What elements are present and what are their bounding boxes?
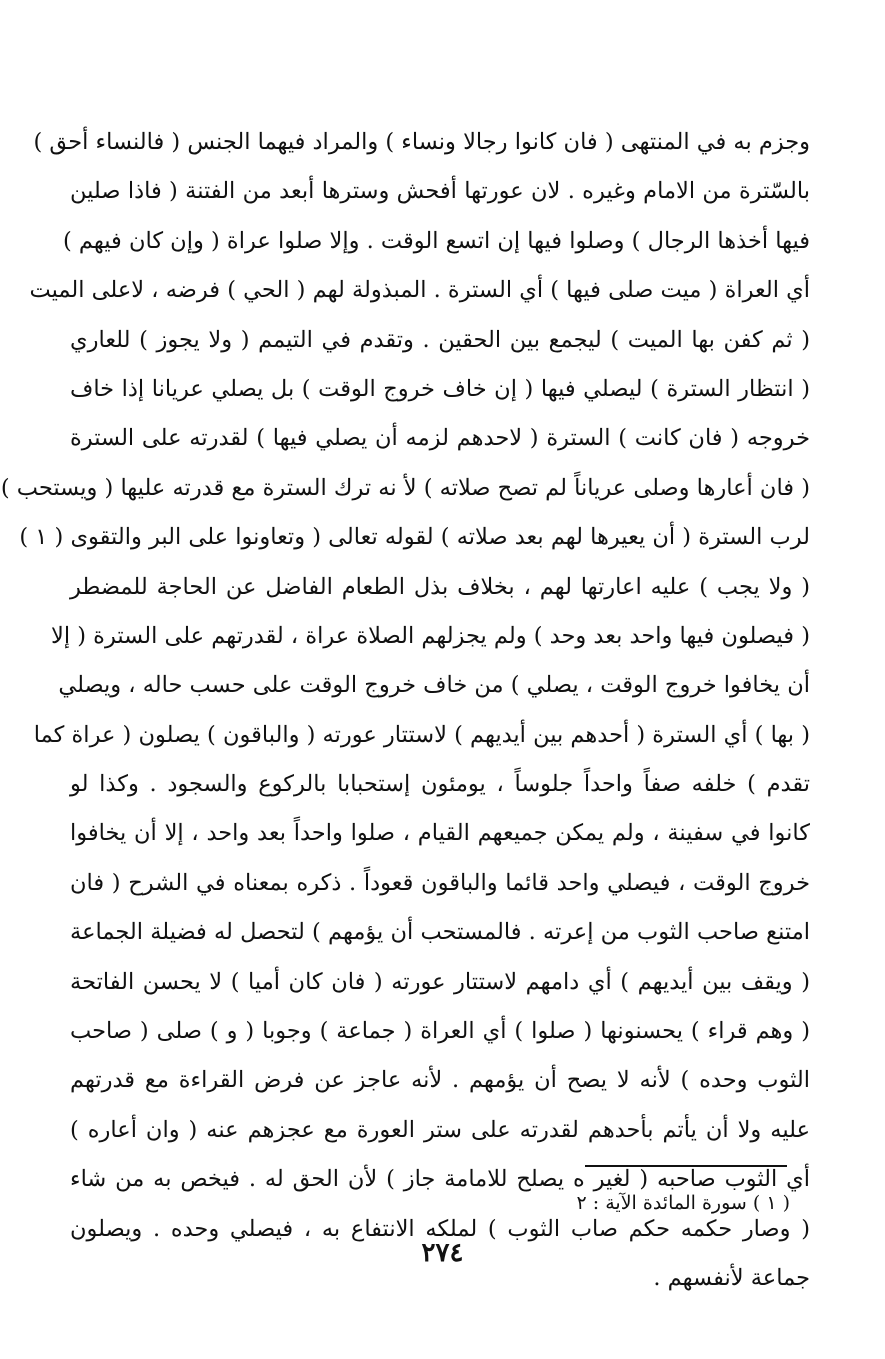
text-line: وجزم به في المنتهى ( فان كانوا رجالا ونساء ) والمراد فيهما الجنس ( فالنساء أحق ) [33, 129, 810, 155]
text-line: بالسّترة من الامام وغيره . لان عورتها أفحش وسترها أبعد من الفتنة ( فاذا صلين [70, 178, 810, 205]
text-line: جماعة لأنفسهم . [653, 1264, 810, 1291]
text-line: أي العراة ( ميت صلى فيها ) أي السترة . المبذولة لهم ( الحي ) فرضه ، لاعلى الميت [29, 277, 810, 304]
text-line: تقدم ) خلفه صفاً واحداً جلوساً ، يومئون إستحبابا بالركوع والسجود . وكذا لو [70, 771, 810, 798]
text-line: ( بها ) أي السترة ( أحدهم بين أيديهم ) لاستتار عورته ( والباقون ) يصلون ( عراة كما [33, 721, 810, 748]
page-number: ٢٧٤ [421, 1238, 464, 1268]
footnote-divider [585, 1165, 787, 1167]
main-text-body [0, 118, 810, 1303]
text-line: ( ثم كفن بها الميت ) ليجمع بين الحقين . وتقدم في التيمم ( ولا يجوز ) للعاري [70, 326, 810, 353]
text-line: لرب السترة ( أن يعيرها لهم بعد صلاته ) لقوله تعالى ( وتعاونوا على البر والتقوى ( ١ ) [19, 524, 810, 551]
text-line: ( انتظار السترة ) ليصلي فيها ( إن خاف خروج الوقت ) بل يصلي عريانا إذا خاف [70, 375, 810, 402]
text-line: خروج الوقت ، فيصلي واحد قائما والباقون قعوداً . ذكره بمعناه في الشرح ( فان [70, 869, 810, 896]
text-line: ( ويقف بين أيديهم ) أي دامهم لاستتار عورته ( فان كان أميا ) لا يحسن الفاتحة [70, 968, 810, 995]
text-line: فيها أخذها الرجال ) وصلوا فيها إن اتسع الوقت . وإلا صلوا عراة ( وإن كان فيهم ) [62, 227, 810, 254]
text-line: ( ولا يجب ) عليه اعارتها لهم ، بخلاف بذل الطعام الفاضل عن الحاجة للمضطر [70, 573, 810, 600]
text-line: امتنع صاحب الثوب من إعرته . فالمستحب أن يؤمهم ) لتحصل له فضيلة الجماعة [70, 919, 810, 946]
text-line: ( فيصلون فيها واحد بعد وحد ) ولم يجزلهم الصلاة عراة ، لقدرتهم على السترة ( إلا [50, 622, 810, 649]
text-line: عليه ولا أن يأتم بأحدهم لقدرته على ستر العورة مع عجزهم عنه ( وان أعاره ) [70, 1116, 810, 1143]
text-line: ( وهم قراء ) يحسنونها ( صلوا ) أي العراة ( جماعة ) وجوبا ( و ) صلى ( صاحب [70, 1018, 810, 1045]
text-line: أن يخافوا خروج الوقت ، يصلي ) من خاف خروج الوقت على حسب حاله ، ويصلي [58, 672, 810, 699]
text-line: كانوا في سفينة ، ولم يمكن جميعهم القيام ، صلوا واحداً بعد واحد ، إلا أن يخافوا [70, 820, 810, 847]
text-line: الثوب وحده ) لأنه لا يصح أن يؤمهم . لأنه عاجز عن فرض القراءة مع قدرتهم [70, 1067, 810, 1094]
text-line: ( فان أعارها وصلى عرياناً لم تصح صلاته ) لأ نه ترك السترة مع قدرته عليها ( ويستحب ) [0, 474, 810, 501]
footnote: ( ١ ) سورة المائدة الآية : ٢ [576, 1192, 790, 1214]
text-line: أي الثوب صاحبه ( لغير ه يصلح للامامة جاز ) لأن الحق له . فيخص به من شاء [70, 1166, 810, 1193]
text-line: خروجه ( فان كانت ) السترة ( لاحدهم لزمه أن يصلي فيها ) لقدرته على السترة [70, 425, 810, 452]
text-line: ( وصار حكمه حكم صاب الثوب ) لملكه الانتفاع به ، فيصلي وحده . ويصلون [70, 1215, 810, 1242]
